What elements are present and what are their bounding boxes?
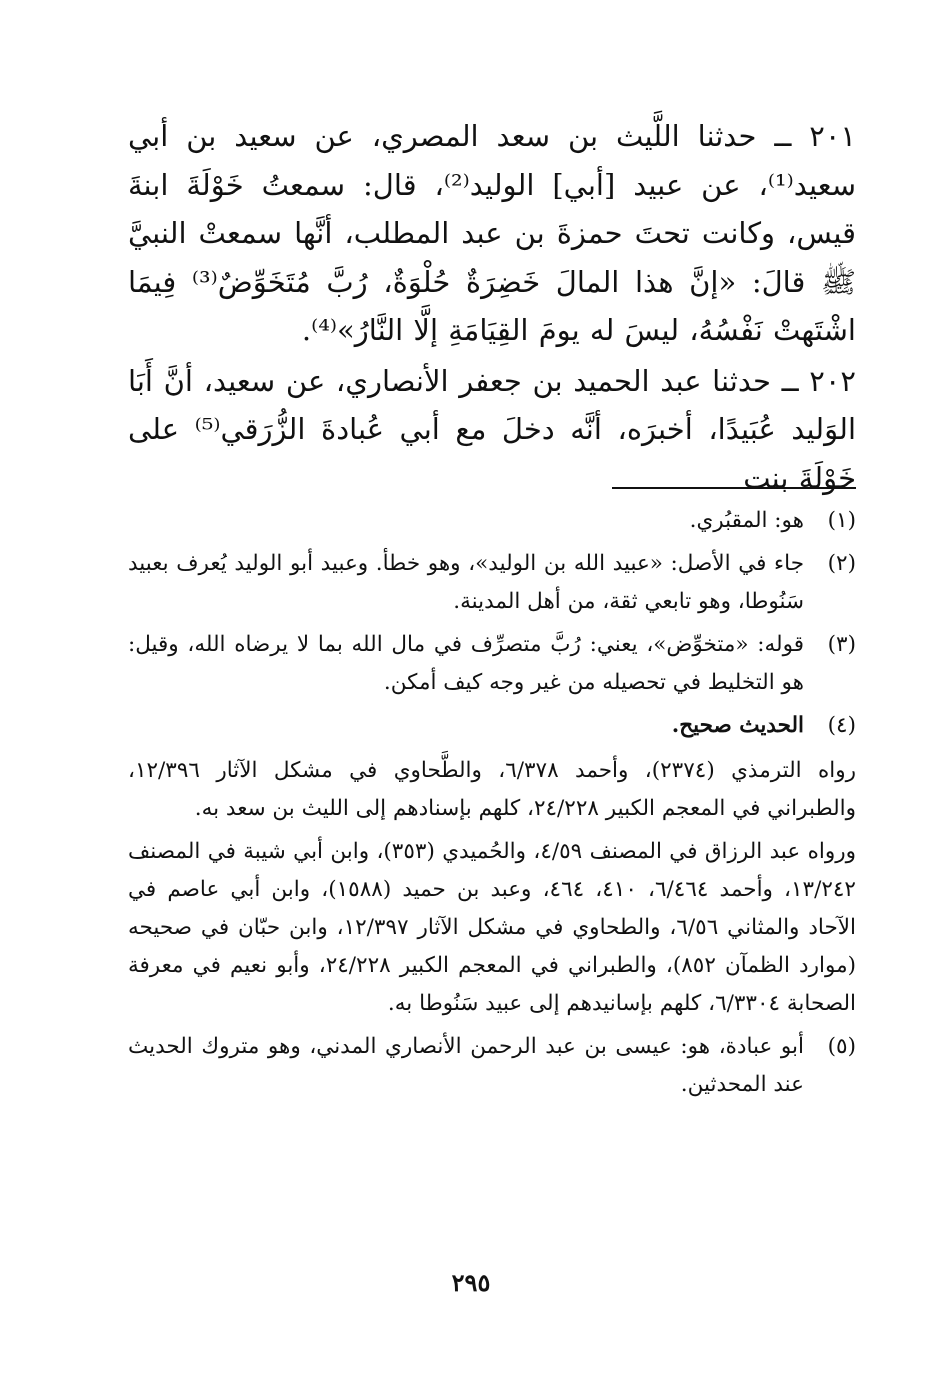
- footnote-heading: الحديث صحيح.: [671, 713, 804, 738]
- main-text: [128, 112, 856, 504]
- footnote-4: [128, 707, 856, 745]
- footnotes: [128, 502, 856, 1109]
- footnote-paragraph: رواه الترمذي (٢٣٧٤)، وأحمد ٦/٣٧٨، والطَّحاوي في مشكل الآثار ١٢/٣٩٦، والطبراني في المعجم الكبير ٢٤/٢٢٨، كلهم بإسنادهم إلى الليث بن سعد به.: [128, 758, 856, 821]
- footnote-text: هو: المقبُري.: [689, 508, 804, 533]
- footnote-3: [128, 626, 856, 702]
- footnote-2: [128, 545, 856, 621]
- hadith-201: ٢٠١ ــ حدثنا اللَّيث بن سعد المصري، عن سعيد بن أبي سعيد⁽¹⁾، عن عبيد [أبي] الوليد⁽²⁾، قال: سمعتُ خَوْلَةَ ابنةَ قيس، وكانت تحتَ حمزةَ بن عبد المطلب، أنَّها سمعتْ النبيَّ ﷺ قالَ: «إنَّ هذا المالَ خَضِرَةٌ حُلْوَةٌ، رُبَّ مُتَخَوِّضٌ⁽³⁾ فِيمَا اشْتَهتْ نَفْسُهُ، ليسَ له يومَ القِيَامَةِ إلَّا النَّارُ»⁽⁴⁾.: [128, 119, 857, 347]
- page-number: ٢٩٥: [451, 1268, 491, 1297]
- footnote-4-details: [128, 747, 856, 1023]
- footnote-5: [128, 1028, 856, 1104]
- footnote-number: (٥): [827, 1034, 856, 1059]
- footnote-divider: [612, 487, 856, 489]
- footnote-number: (١): [827, 508, 856, 533]
- hadith-202: ٢٠٢ ــ حدثنا عبد الحميد بن جعفر الأنصاري، عن سعيد، أنَّ أَبَا الوَليد عُبَيدًا، أخبرَه، أنَّه دخلَ مع أبي عُبادةَ الزُّرَقي⁽⁵⁾ على خَوْلَةَ بنت: [128, 363, 856, 495]
- footnote-number: (٢): [827, 551, 856, 576]
- footnote-number: (٤): [827, 713, 856, 738]
- footnote-text: جاء في الأصل: «عبيد الله بن الوليد»، وهو خطأ. وعبيد أبو الوليد يُعرف بعبيد سَنُوطا، وهو تابعي ثقة، من أهل المدينة.: [128, 551, 804, 614]
- footnote-text: أبو عبادة، هو: عيسى بن عبد الرحمن الأنصاري المدني، وهو متروك الحديث عند المحدثين.: [128, 1034, 804, 1097]
- footnote-paragraph: ورواه عبد الرزاق في المصنف ٤/٥٩، والحُميدي (٣٥٣)، وابن أبي شيبة في المصنف ١٣/٢٤٢، وأحمد ٦/٤٦٤، ٤١٠، ٤٦٤، وعبد بن حميد (١٥٨٨)، وابن أبي عاصم في الآحاد والمثاني ٦/٥٦، والطحاوي في مشكل الآثار ١٢/٣٩٧، وابن حبّان في صحيحه (موارد الظمآن ٨٥٢)، والطبراني في المعجم الكبير ٢٤/٢٢٨، وأبو نعيم في معرفة الصحابة ٦/٣٣٠٤، كلهم بإسانيدهم إلى عبيد سَنُوطا به.: [128, 839, 856, 1016]
- footnote-1: [128, 502, 856, 540]
- footnote-text: قوله: «متخوِّض»، يعني: رُبَّ متصرِّف في مال الله بما لا يرضاه الله، وقيل: هو التخليط في تحصيله من غير وجه كيف أمكن.: [128, 632, 804, 695]
- footnote-number: (٣): [827, 632, 856, 657]
